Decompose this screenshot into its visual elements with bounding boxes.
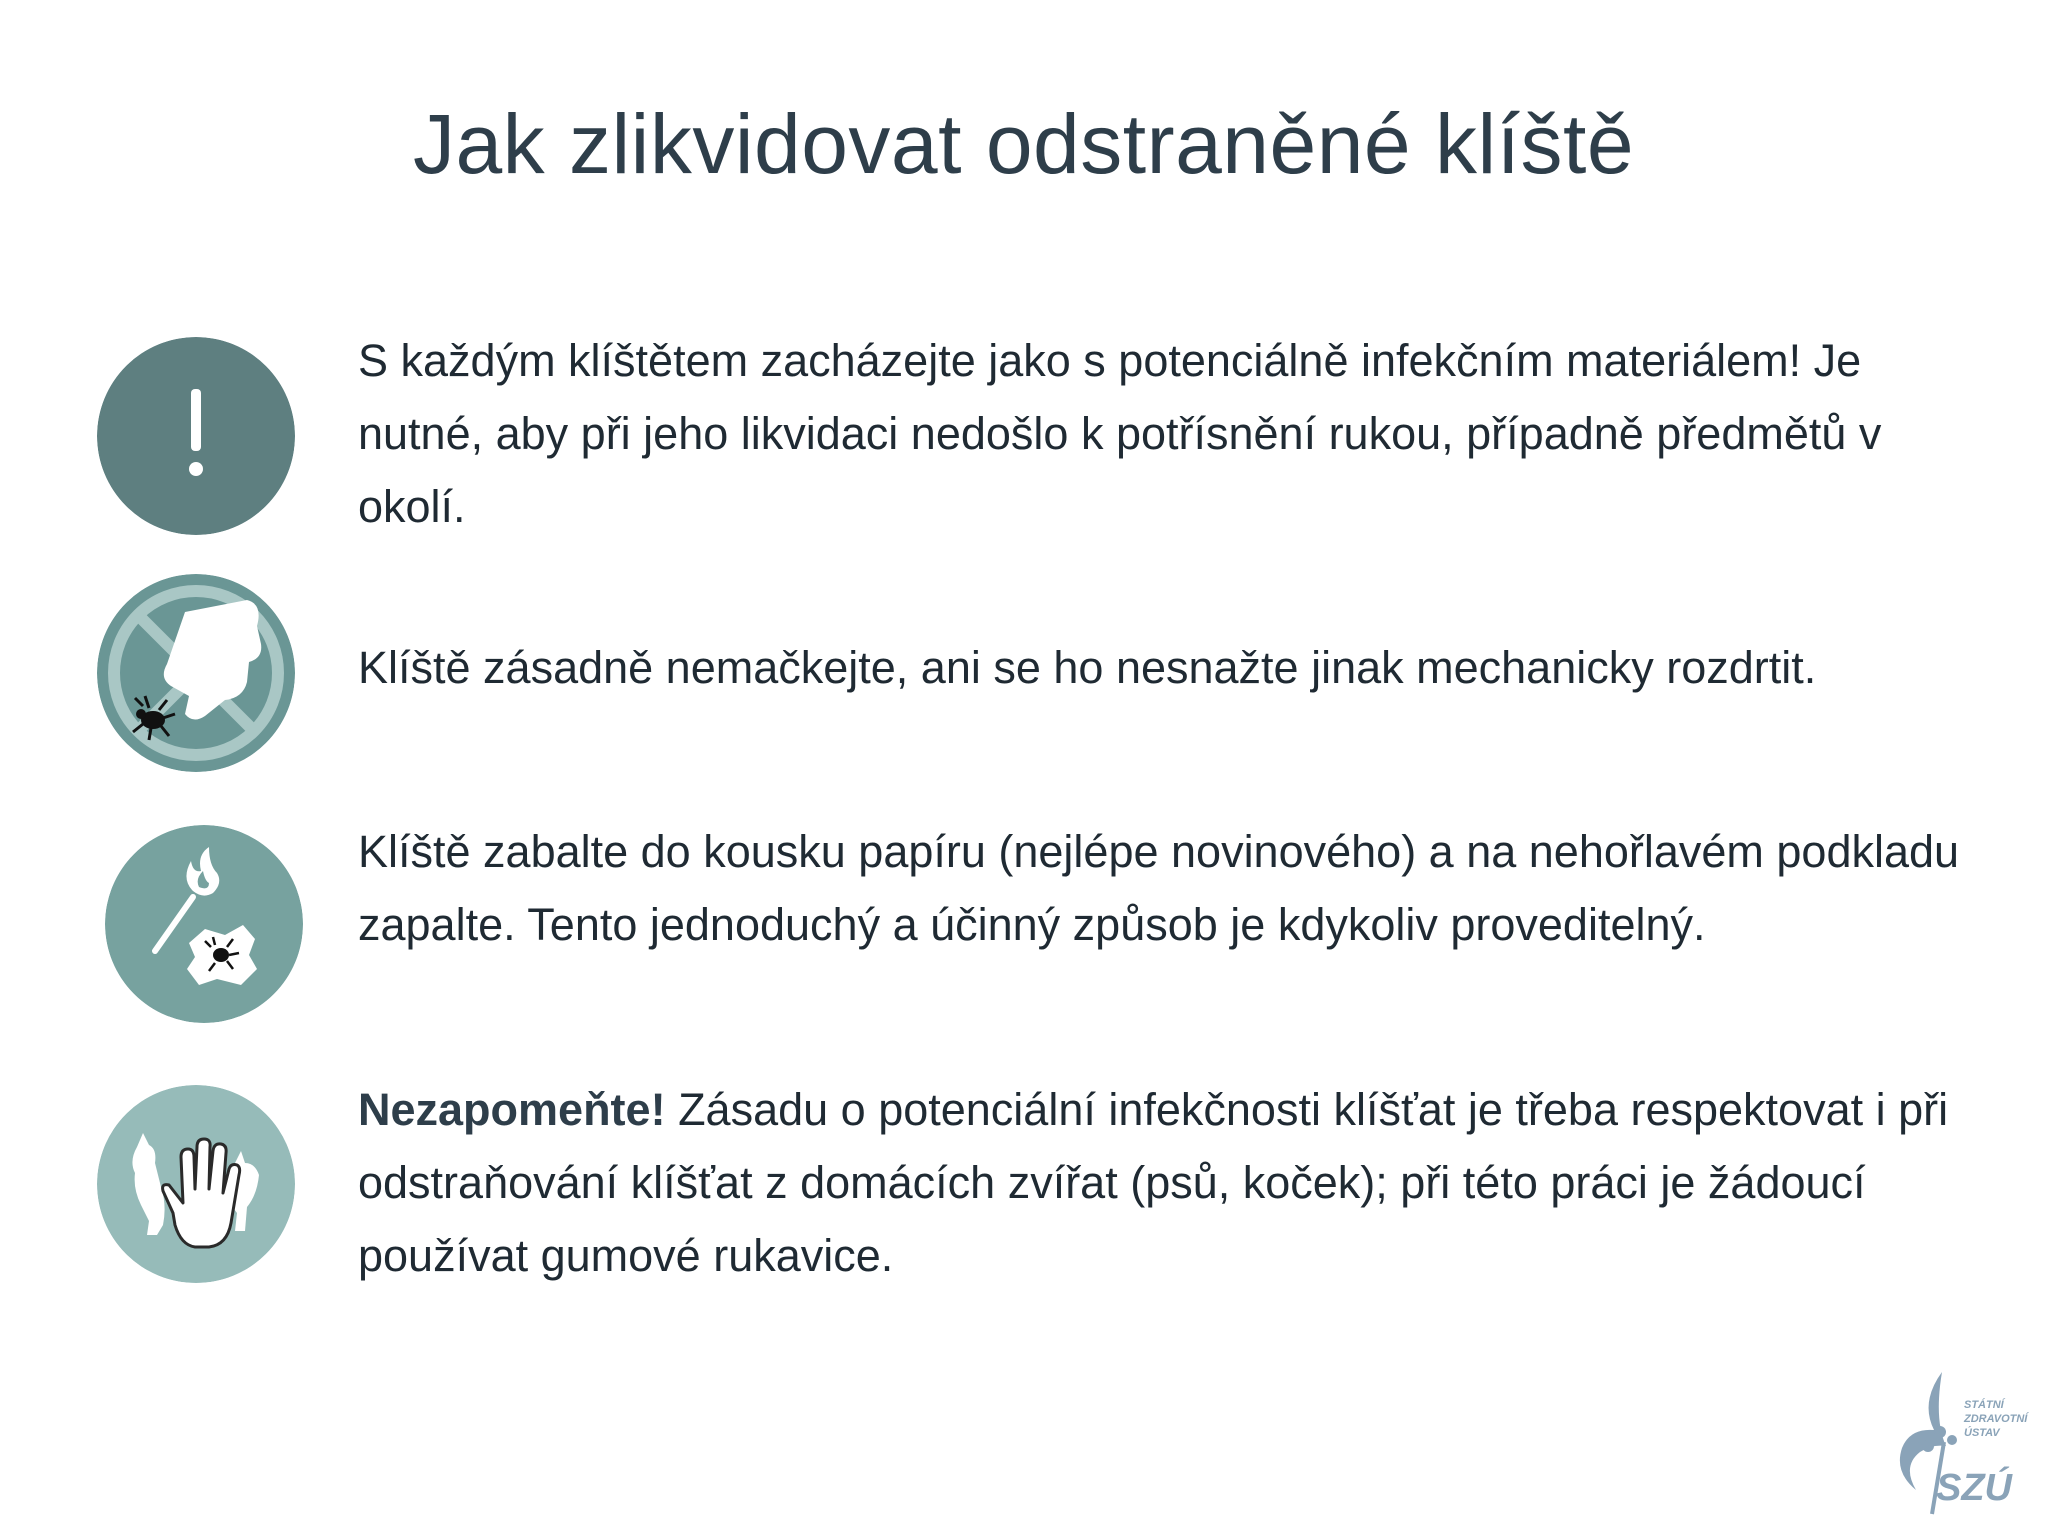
item-text bbox=[358, 1073, 1978, 1292]
burn-match-icon bbox=[105, 825, 303, 1023]
logo-line1: STÁTNÍ bbox=[1964, 1399, 2004, 1411]
item-text-bold: Nezapomeňte! bbox=[358, 1084, 666, 1135]
page-title: Jak zlikvidovat odstraněné klíště bbox=[412, 97, 1635, 191]
logo-abbr: SZÚ bbox=[1936, 1467, 2012, 1509]
logo-line3: ÚSTAV bbox=[1964, 1427, 2000, 1439]
szu-logo bbox=[1880, 1362, 2040, 1522]
exclamation-icon bbox=[97, 337, 295, 535]
pets-glove-icon bbox=[97, 1085, 295, 1283]
item-text: Klíště zabalte do kousku papíru (nejlépe novinového) a na nehořlavém podkladu zapalte. Tento jednoduchý a účinný způsob je kdykoliv proveditelný. bbox=[358, 826, 1960, 950]
item-text-rest: Zásadu o potenciální infekčnosti klíšťat je třeba respektovat i při odstraňování klíšťat z domácích zvířat (psů, koček); při této práci je žádoucí používat gumové rukavice. bbox=[358, 1084, 1949, 1281]
item-text: Klíště zásadně nemačkejte, ani se ho nesnažte jinak mechanicky rozdrtit. bbox=[358, 642, 1817, 693]
no-crushing-icon bbox=[97, 574, 295, 772]
logo-line2: ZDRAVOTNÍ bbox=[1964, 1413, 2028, 1425]
item-text: S každým klíštětem zacházejte jako s potenciálně infekčním materiálem! Je nutné, aby při jeho likvidaci nedošlo k potřísnění rukou, případně předmětů v okolí. bbox=[358, 335, 1882, 532]
